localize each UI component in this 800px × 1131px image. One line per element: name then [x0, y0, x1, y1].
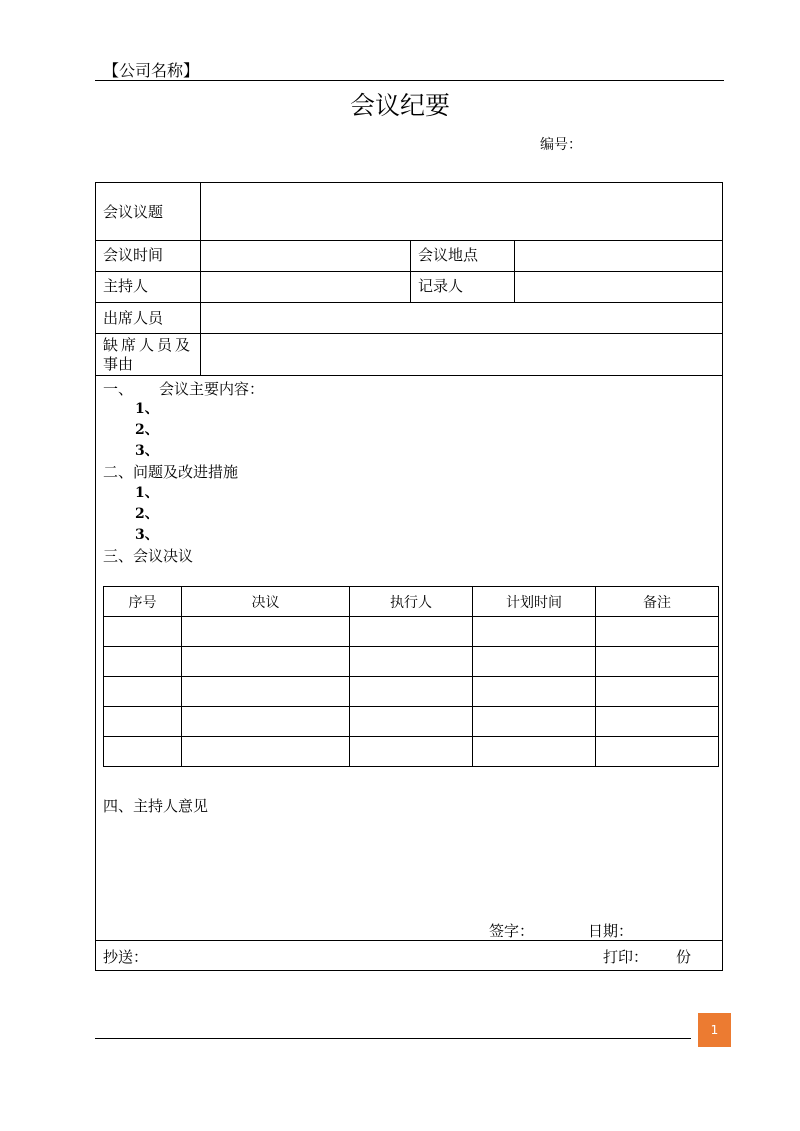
- signature-label: 签字：: [489, 922, 535, 940]
- company-name: 【公司名称】: [103, 61, 200, 80]
- table-cell[interactable]: [596, 677, 719, 707]
- table-cell[interactable]: [473, 677, 596, 707]
- row-divider: [96, 302, 722, 303]
- column-header-resolution: 决议: [182, 587, 350, 617]
- column-header-remarks: 备注: [596, 587, 719, 617]
- row-divider: [96, 375, 722, 376]
- table-cell[interactable]: [104, 617, 182, 647]
- table-cell[interactable]: [104, 737, 182, 767]
- row-divider: [96, 271, 722, 272]
- table-row: [104, 707, 719, 737]
- print-label: 打印：: [603, 948, 649, 966]
- column-header-executor: 执行人: [350, 587, 473, 617]
- content-item: 1、: [135, 401, 159, 417]
- table-cell[interactable]: [182, 707, 350, 737]
- column-divider: [410, 240, 411, 302]
- table-cell[interactable]: [104, 707, 182, 737]
- table-cell[interactable]: [596, 617, 719, 647]
- location-label: 会议地点: [418, 246, 479, 264]
- footer-rule: [95, 1038, 691, 1039]
- row-divider: [96, 333, 722, 334]
- resolution-table: [103, 586, 719, 767]
- column-header-number: 序号: [104, 587, 182, 617]
- issues-section-title: 二、问题及改进措施: [103, 463, 239, 481]
- resolutions-section-title: 三、会议决议: [103, 547, 194, 565]
- table-cell[interactable]: [104, 677, 182, 707]
- absentees-label: 缺席人员及: [103, 336, 194, 354]
- table-cell[interactable]: [350, 677, 473, 707]
- content-item: 2、: [135, 422, 159, 438]
- table-row: [104, 737, 719, 767]
- page-number-badge: 1: [698, 1013, 731, 1047]
- page-title: 会议纪要: [349, 91, 450, 120]
- column-divider: [514, 240, 515, 302]
- absentees-label-cont: 事由: [103, 355, 134, 373]
- column-header-plan-time: 计划时间: [473, 587, 596, 617]
- table-cell[interactable]: [473, 737, 596, 767]
- label-column-divider: [200, 183, 201, 375]
- table-cell[interactable]: [182, 677, 350, 707]
- copies-label: 份: [676, 948, 692, 966]
- issues-item: 1、: [135, 485, 159, 501]
- content-item: 3、: [135, 443, 159, 459]
- table-cell[interactable]: [596, 737, 719, 767]
- table-cell[interactable]: [350, 617, 473, 647]
- minutes-form: [95, 182, 723, 971]
- content-section-number: 一、: [103, 380, 134, 398]
- recorder-label: 记录人: [418, 277, 464, 295]
- table-cell[interactable]: [182, 647, 350, 677]
- host-opinion-section-title: 四、主持人意见: [103, 797, 209, 815]
- row-divider: [96, 240, 722, 241]
- table-cell[interactable]: [596, 647, 719, 677]
- date-label: 日期：: [588, 922, 634, 940]
- table-cell[interactable]: [473, 707, 596, 737]
- table-header-row: [104, 587, 719, 617]
- header-rule: [95, 80, 724, 81]
- table-cell[interactable]: [182, 617, 350, 647]
- content-section-title: 会议主要内容：: [159, 380, 265, 398]
- table-cell[interactable]: [596, 707, 719, 737]
- attendees-label: 出席人员: [103, 309, 164, 327]
- table-cell[interactable]: [350, 707, 473, 737]
- topic-label: 会议议题: [103, 203, 164, 221]
- table-cell[interactable]: [350, 647, 473, 677]
- table-cell[interactable]: [473, 647, 596, 677]
- doc-number-label: 编号：: [540, 137, 582, 153]
- issues-item: 3、: [135, 527, 159, 543]
- table-row: [104, 617, 719, 647]
- table-cell[interactable]: [473, 617, 596, 647]
- table-cell[interactable]: [182, 737, 350, 767]
- table-row: [104, 647, 719, 677]
- host-label: 主持人: [103, 277, 149, 295]
- cc-label: 抄送：: [103, 948, 149, 966]
- table-cell[interactable]: [104, 647, 182, 677]
- table-cell[interactable]: [350, 737, 473, 767]
- issues-item: 2、: [135, 506, 159, 522]
- table-row: [104, 677, 719, 707]
- time-label: 会议时间: [103, 246, 164, 264]
